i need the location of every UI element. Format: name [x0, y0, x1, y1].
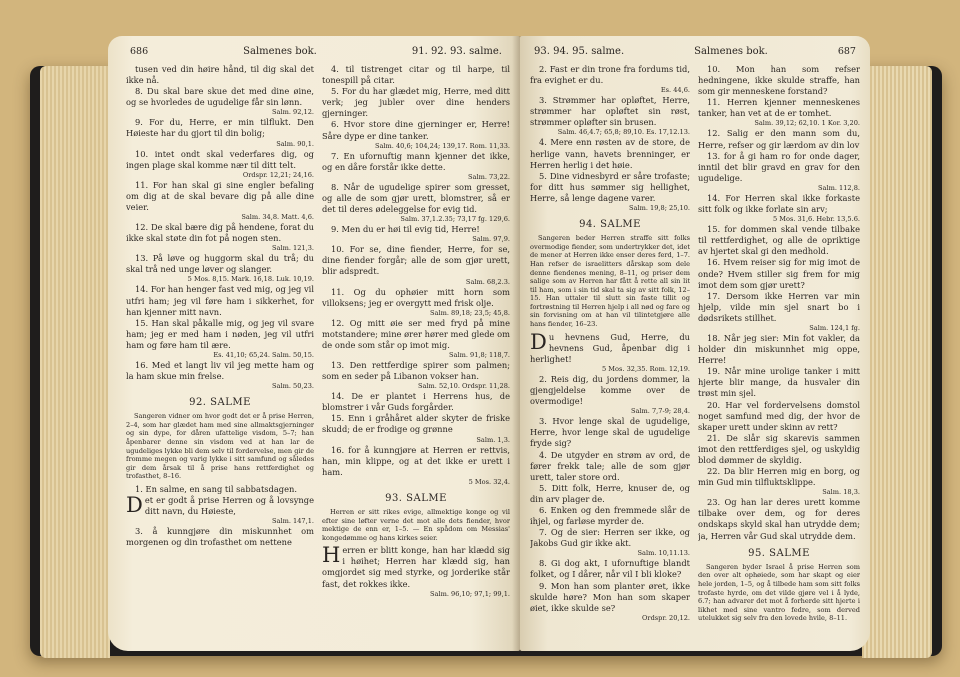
- cross-reference: 5 Mos. 8,15. Mark. 16,18. Luk. 10,19.: [187, 275, 314, 284]
- verse: 15. Han skal påkalle mig, og jeg vil svare ham; jeg er med ham i nøden, jeg vil utfri ham og føre ham til ære.: [126, 317, 314, 350]
- verse-text: et er godt å prise Herren og å lovsynge ditt navn, du Høieste,: [144, 495, 314, 517]
- cross-reference: 5 Mos. 32,4.: [468, 477, 510, 486]
- verse: 14. For han henger fast ved mig, og jeg vil utfri ham; jeg vil føre ham i sikkerhet, for han kjenner mitt navn.: [126, 284, 314, 317]
- cross-reference: Salm. 97,9.: [472, 235, 510, 244]
- cross-reference: 5 Mos. 32,35. Rom. 12,19.: [601, 364, 690, 373]
- psalm-heading: 95. SALME: [748, 547, 810, 559]
- verse: 19. Når mine urolige tanker i mitt hjerte blir mange, da husvaler din trøst min sjel.: [698, 366, 860, 399]
- verse: 12. Salig er den mann som du, Herre, refser og gir lærdom av din lov: [698, 128, 860, 150]
- psalm-summary: Sangeren byder Israel å prise Herren som den over alt ophøiede, som har skapt og eier hele jorden, 1–5, og å tilbede ham som sitt folks trofaste hyrde, om det vilde gjøre vel i å lyde, 6.7; han advarer det mot å forherde sitt hjerte i likhet med sine vantro fedre, som derved utelukket sig selv fra den lovede hvile, 8–11.: [698, 562, 860, 623]
- cross-reference: Salm. 96,10; 97,1; 99,1.: [430, 589, 510, 598]
- verse: 14. For Herren skal ikke forkaste sitt folk og ikke forlate sin arv;: [698, 192, 860, 215]
- verse: 3. å kunngjøre din miskunnhet om morgenen og din trofasthet om nettene: [126, 526, 314, 548]
- right-page: [520, 36, 870, 651]
- cross-reference: Salm. 121,3.: [272, 244, 314, 253]
- verse-text: erren er blitt konge, han har klædd sig i høihet; Herren har klædd sig, han omgjordet sig med styrke, og jorderike står fast, det rokkes ikke.: [322, 545, 510, 589]
- cross-reference: Salm. 90,1.: [276, 139, 314, 148]
- right-page-number: 687: [837, 45, 856, 57]
- verse: 13. for å gi ham ro for onde dager, inntil det blir gravd en grav for den ugudelige.: [698, 150, 860, 183]
- left-column-1: [126, 64, 314, 649]
- page-edges-right: [862, 66, 932, 658]
- cross-reference: Salm. 18,3.: [822, 488, 860, 497]
- verse: 7. Og de sier: Herren ser ikke, og Jakobs Gud gir ikke akt.: [530, 527, 690, 549]
- cross-reference: Salm. 1,3.: [476, 435, 510, 444]
- cross-reference: Salm. 91,8; 118,7.: [449, 350, 510, 359]
- cross-reference: Salm. 39,12; 62,10. 1 Kor. 3,20.: [754, 119, 860, 128]
- verse: 12. Og mitt øie ser med fryd på mine motstandere; mine ører hører med glede om de onde som står op imot mig.: [322, 317, 510, 350]
- left-chapter-range: 91. 92. 93. salme.: [411, 45, 502, 57]
- cross-reference: Salm. 46,4.7; 65,8; 89,10. Es. 17,12.13.: [557, 128, 690, 137]
- cross-reference: Salm. 147,1.: [272, 517, 314, 526]
- verse: 15. Enn i gråhåret alder skyter de friske skudd; de er frodige og grønne: [322, 413, 510, 435]
- verse: 8. Du skal bare skue det med dine øine, og se hvorledes de ugudelige får sin lønn.: [126, 86, 314, 108]
- verse: 7. En ufornuftig mann kjenner det ikke, og en dåre forstår ikke dette.: [322, 150, 510, 172]
- verse: 13. Den rettferdige spirer som palmen; som en seder på Libanon vokser han.: [322, 359, 510, 382]
- left-running-title: Salmenes bok.: [243, 45, 317, 57]
- page-edges-left: [40, 66, 110, 658]
- open-bible: [30, 26, 942, 658]
- verse: 9. Mon han som planter øret, ikke skulde høre? Mon han som skaper øiet, ikke skulde se?: [530, 580, 690, 613]
- verse: 4. til tistrenget citar og til harpe, til tonespill på citar.: [322, 64, 510, 86]
- left-running-head: [130, 44, 502, 58]
- verse: 11. Herren kjenner menneskenes tanker, han vet at de er tomhet.: [698, 97, 860, 119]
- psalm-summary: Herren er sitt rikes evige, allmektige konge og vil efter sine løfter verne det mot alle dets fiender, hvor mektige de enn er, 1–5. — En spådom om Messias' kongedømme og hans kirkes seier.: [322, 507, 510, 542]
- verse: 14. De er plantet i Herrens hus, de blomstrer i vår Guds forgårder.: [322, 391, 510, 413]
- verse-opening: [530, 329, 690, 365]
- verse: 5. Ditt folk, Herre, knuser de, og din arv plager de.: [530, 482, 690, 504]
- right-running-title: Salmenes bok.: [694, 45, 768, 57]
- psalm-heading: 92. SALME: [189, 397, 251, 409]
- verse: 6. Enken og den fremmede slår de ihjel, og farløse myrder de.: [530, 504, 690, 527]
- left-page-number: 686: [130, 45, 149, 57]
- verse: 9. Men du er høi til evig tid, Herre!: [331, 224, 480, 235]
- verse: 4. Mere enn røsten av de store, de herlige vann, havets brenninger, er Herren herlig i det høie.: [530, 137, 690, 170]
- verse: 6. Hvor store dine gjerninger er, Herre! Såre dype er dine tanker.: [322, 119, 510, 141]
- right-column-2: [698, 64, 860, 649]
- cross-reference: Es. 44,6.: [660, 86, 690, 95]
- verse: 10. For se, dine fiender, Herre, for se, dine fiender forgår; alle de som gjør urett, blir adspredt.: [322, 244, 510, 277]
- verse: 1. En salme, en sang til sabbatsdagen.: [135, 484, 297, 494]
- verse: 11. For han skal gi sine engler befaling om dig at de skal bevare dig på alle dine veier.: [126, 179, 314, 212]
- cross-reference: Salm. 73,22.: [468, 172, 510, 181]
- cross-reference: Ordspr. 20,12.: [642, 613, 690, 622]
- verse: 21. De slår sig skarevis sammen imot den rettferdiges sjel, og uskyldig blod dømmer de skyldig.: [698, 432, 860, 465]
- verse: 3. Strømmer har opløftet, Herre, strømmer har opløftet sin røst, strømmer opløfter sin brusen.: [530, 95, 690, 128]
- drop-cap: D: [530, 329, 547, 354]
- verse: 16. Med et langt liv vil jeg mette ham og la ham skue min frelse.: [126, 359, 314, 382]
- verse: tusen ved din høire hånd, til dig skal det ikke nå.: [126, 64, 314, 86]
- verse: 5. Dine vidnesbyrd er såre trofaste; for ditt hus sømmer sig hellighet, Herre, så lenge dagene varer.: [530, 170, 690, 203]
- verse: 10. intet ondt skal vederfares dig, og ingen plage skal komme nær til ditt telt.: [126, 148, 314, 170]
- cross-reference: Salm. 7,7-9; 28,4.: [630, 407, 690, 416]
- psalm-summary: Sangeren vidner om hvor godt det er å prise Herren, 2–4, som har glædet ham med sine allmaktsgjerninger og sin dype, for dåren ufattelige visdom, 5–7; han åpenbarer denne sin visdom ved at han lar de ugudeliges lykke bli dem selv til fordervelse, men gir de fromme megen og varig lykke i sitt samfund og således gir dem årsak til å prise hans rettferdighet og trofasthet, 8–16.: [126, 412, 314, 481]
- verse: 18. Når jeg sier: Min fot vakler, da holder din miskunnhet mig oppe, Herre!: [698, 332, 860, 366]
- verse: 5. For du har glædet mig, Herre, med ditt verk; jeg jubler over dine henders gjerninger.: [322, 86, 510, 119]
- verse-text: u hevnens Gud, Herre, du hevnens Gud, åpenbar dig i herlighet!: [530, 331, 690, 364]
- left-column-2: [322, 64, 510, 649]
- verse: 11. Og du ophøier mitt horn som villoksens; jeg er overgytt med frisk olje.: [322, 286, 510, 308]
- verse: 2. Fast er din trone fra fordums tid, fra evighet er du.: [530, 64, 690, 86]
- verse: 22. Da blir Herren mig en borg, og min Gud min tilfluktsklippe.: [698, 466, 860, 488]
- verse-opening: [322, 545, 510, 589]
- cross-reference: Salm. 34,8. Matt. 4,6.: [241, 213, 314, 222]
- verse: 12. De skal bære dig på hendene, forat du ikke skal støte din fot på nogen sten.: [126, 222, 314, 244]
- right-column-1: [530, 64, 690, 649]
- verse: 23. Og han lar deres urett komme tilbake over dem, og for deres ondskaps skyld skal han utrydde dem; ja, Herren vår Gud skal utrydde dem.: [698, 497, 860, 541]
- drop-cap: H: [322, 543, 341, 568]
- verse: 13. På løve og huggorm skal du trå; du skal trå ned unge løver og slanger.: [126, 253, 314, 275]
- verse: 3. Hvor lenge skal de ugudelige, Herre, hvor lenge skal de ugudelige fryde sig?: [530, 416, 690, 449]
- psalm-heading: 94. SALME: [579, 219, 641, 231]
- verse: 15. for dommen skal vende tilbake til rettferdighet, og alle de opriktige av hjertet skal gi den medhold.: [698, 224, 860, 257]
- cross-reference: Salm. 40,6; 104,24; 139,17. Rom. 11,33.: [374, 141, 510, 150]
- cross-reference: Es. 41,10; 65,24. Salm. 50,15.: [213, 350, 314, 359]
- cross-reference: Salm. 37,1.2.35; 73,17 fg. 129,6.: [400, 215, 510, 224]
- verse: 20. Har vel fordervelsens domstol noget samfund med dig, der hvor de skaper urett under skinn av rett?: [698, 399, 860, 432]
- right-chapter-range: 93. 94. 95. salme.: [534, 45, 625, 57]
- cross-reference: Salm. 10,11.13.: [637, 549, 690, 558]
- verse: 8. Når de ugudelige spirer som gresset, og alle de som gjør urett, blomstrer, så er det til deres ødeleggelse for evig tid.: [322, 181, 510, 215]
- right-running-head: [534, 44, 856, 58]
- cross-reference: Salm. 52,10. Ordspr. 11,28.: [417, 382, 510, 391]
- verse: 9. For du, Herre, er min tilflukt. Den Høieste har du gjort til din bolig;: [126, 117, 314, 139]
- cross-reference: 5 Mos. 31,6. Hebr. 13,5.6.: [772, 215, 860, 224]
- verse-opening: [126, 495, 314, 517]
- verse: 8. Gi dog akt, I ufornuftige blandt folket, og I dårer, når vil I bli kloke?: [530, 558, 690, 580]
- cross-reference: Salm. 92,12.: [272, 108, 314, 117]
- cross-reference: Salm. 19,8; 25,10.: [629, 204, 690, 213]
- verse: 17. Dersom ikke Herren var min hjelp, vilde min sjel snart bo i dødsrikets stillhet.: [698, 290, 860, 323]
- cross-reference: Ordspr. 12,21; 24,16.: [242, 170, 314, 179]
- left-page: [108, 36, 520, 651]
- verse: 4. De utgyder en strøm av ord, de fører frekk tale; alle de som gjør urett, taler store ord.: [530, 449, 690, 482]
- cross-reference: Salm. 124,1 fg.: [809, 323, 860, 332]
- drop-cap: D: [126, 493, 143, 518]
- cross-reference: Salm. 50,23.: [272, 382, 314, 391]
- verse: 16. for å kunngjøre at Herren er rettvis, han, min klippe, og at det ikke er urett i ham.: [322, 444, 510, 477]
- verse: 2. Reis dig, du jordens dommer, la gjengjeldelse komme over de overmodige!: [530, 373, 690, 407]
- verse: 10. Mon han som refser hedningene, ikke skulde straffe, han som gir menneskene forstand?: [698, 64, 860, 97]
- cross-reference: Salm. 112,8.: [818, 183, 860, 192]
- psalm-summary: Sangeren beder Herren straffe sitt folks overmodige fiender, som undertrykker det, idet de mener at Herren ikke enser deres ferd, 1–7. Han refser de israelitters dårskap som dele denne fiendenes mening, 8–11, og priser dem salige som av Herren har fått å rette all sin lit til ham, som i sin tid skal ta sig av sitt folk, 12–15. Han uttaler til slutt sin faste tillit og fortrøstning til Herren hjelp i all nød og fare og sin forvisning om at han vil tilintetgjøre alle hans fiender, 16–23.: [530, 234, 690, 329]
- psalm-heading: 93. SALME: [385, 492, 447, 504]
- cross-reference: Salm. 89,18; 23,5; 45,8.: [430, 308, 510, 317]
- cross-reference: Salm. 68,2.3.: [465, 277, 510, 286]
- verse: 16. Hvem reiser sig for mig imot de onde? Hvem stiller sig frem for mig imot dem som gjør urett?: [698, 257, 860, 290]
